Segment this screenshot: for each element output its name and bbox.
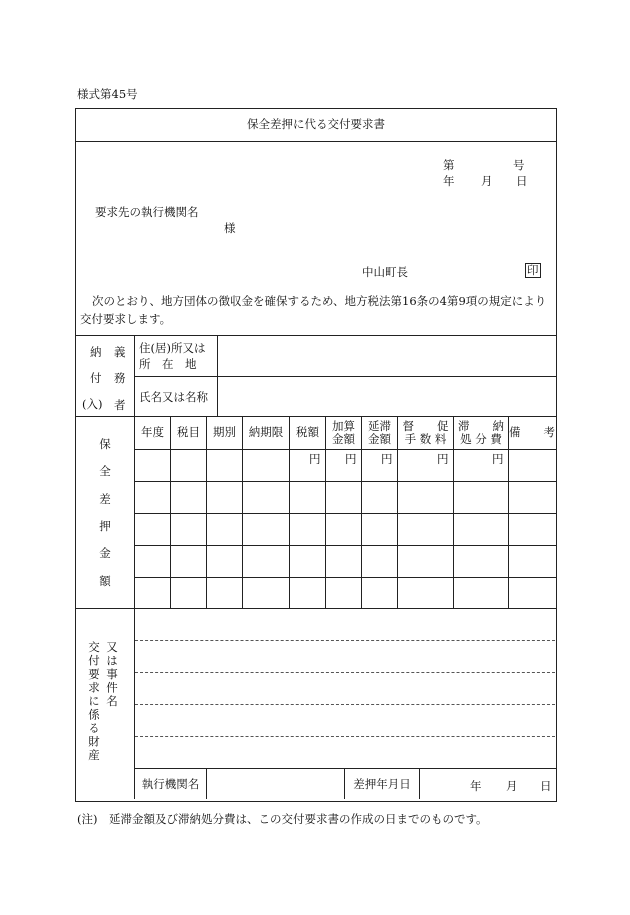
col-header-kasan-line-2: 金額 [332,432,355,446]
amount-label-char: 全 [99,464,111,479]
seizure-date-label: 差押年月日 [353,776,411,791]
body-text-line-1: 次のとおり、地方団体の徴収金を確保するため、地方税法第16条の4第9項の規定により [92,294,547,308]
seizure-day-label: 日 [540,779,552,793]
yen-mark-entai: 円 [381,452,393,466]
seizure-year-label: 年 [470,779,482,793]
amount-label-char: 額 [99,573,111,588]
date-month-label: 月 [481,174,493,188]
recipient-label: 要求先の執行機関名 [95,205,199,219]
amount-label-char: 保 [99,437,111,451]
col-header-tokusoku [398,417,453,449]
col-header-nendo: 年度 [141,425,164,440]
col-header-bikou: 備 考 [509,425,555,440]
yen-mark-tainou: 円 [492,452,504,466]
recipient-honorific: 様 [224,221,236,235]
address-value-cell[interactable] [220,338,552,372]
issuer-name: 中山町長 [362,265,408,279]
col-header-kasan-line-1: 加算 [332,418,355,433]
amount-label-char: 差 [99,491,111,506]
taxpayer-char-6: 者 [114,398,126,412]
yen-mark-tokusoku: 円 [437,452,449,466]
number-label-dai: 第 [443,158,455,172]
date-year-label: 年 [443,174,455,188]
col-header-entai [362,417,397,449]
taxpayer-char-2: 義 [114,345,126,359]
col-header-kibetsu: 期別 [213,425,236,440]
address-label-line-1: 住(居)所又は [139,341,206,355]
col-header-tokusoku-line-2: 手 数 料 [404,432,447,446]
col-header-zeimoku: 税目 [177,425,200,440]
col-header-tokusoku-line-1: 督 促 [402,418,449,433]
footnote: (注) 延滞金額及び滞納処分費は、この交付要求書の作成の日までのものです。 [77,812,488,826]
address-label-line-2: 所 在 地 [139,357,197,371]
property-description-area[interactable] [138,612,552,762]
amount-label-char: 押 [99,519,111,534]
taxpayer-char-5: (入) [82,397,103,411]
amount-section-label [76,438,134,588]
property-label-col-1: 交付要求に係る財産 [87,641,101,763]
col-header-tainou-line-2: 処 分 費 [460,432,502,446]
date-day-label: 日 [516,174,528,188]
property-label-col-2: 又は事件名 [105,641,119,709]
col-header-tainou [454,417,508,449]
form-number: 様式第45号 [77,87,138,101]
yen-mark-kasan: 円 [345,452,357,466]
col-header-entai-line-2: 金額 [368,432,391,446]
col-header-tainou-line-1: 滞 納 [458,418,504,433]
col-header-kasan [326,417,361,449]
taxpayer-char-3: 付 [90,371,102,385]
agency-value-cell[interactable] [209,771,341,797]
form-title: 保全差押に代る交付要求書 [247,117,385,132]
taxpayer-char-1: 納 [90,345,102,359]
col-header-noukigen: 納期限 [248,425,284,440]
col-header-entai-line-1: 延滞 [368,418,391,433]
seal-mark: 印 [527,263,539,277]
name-value-cell[interactable] [220,380,552,412]
body-text-line-2: 交付要求します。 [80,312,172,326]
taxpayer-char-4: 務 [114,371,126,385]
col-header-zeigaku: 税額 [296,425,319,440]
number-label-go: 号 [513,158,525,172]
name-label: 氏名又は名称 [139,390,208,404]
yen-mark-zeigaku: 円 [309,452,321,466]
seizure-month-label: 月 [506,779,518,793]
agency-label: 執行機関名 [141,776,200,791]
amount-label-char: 金 [99,546,111,561]
